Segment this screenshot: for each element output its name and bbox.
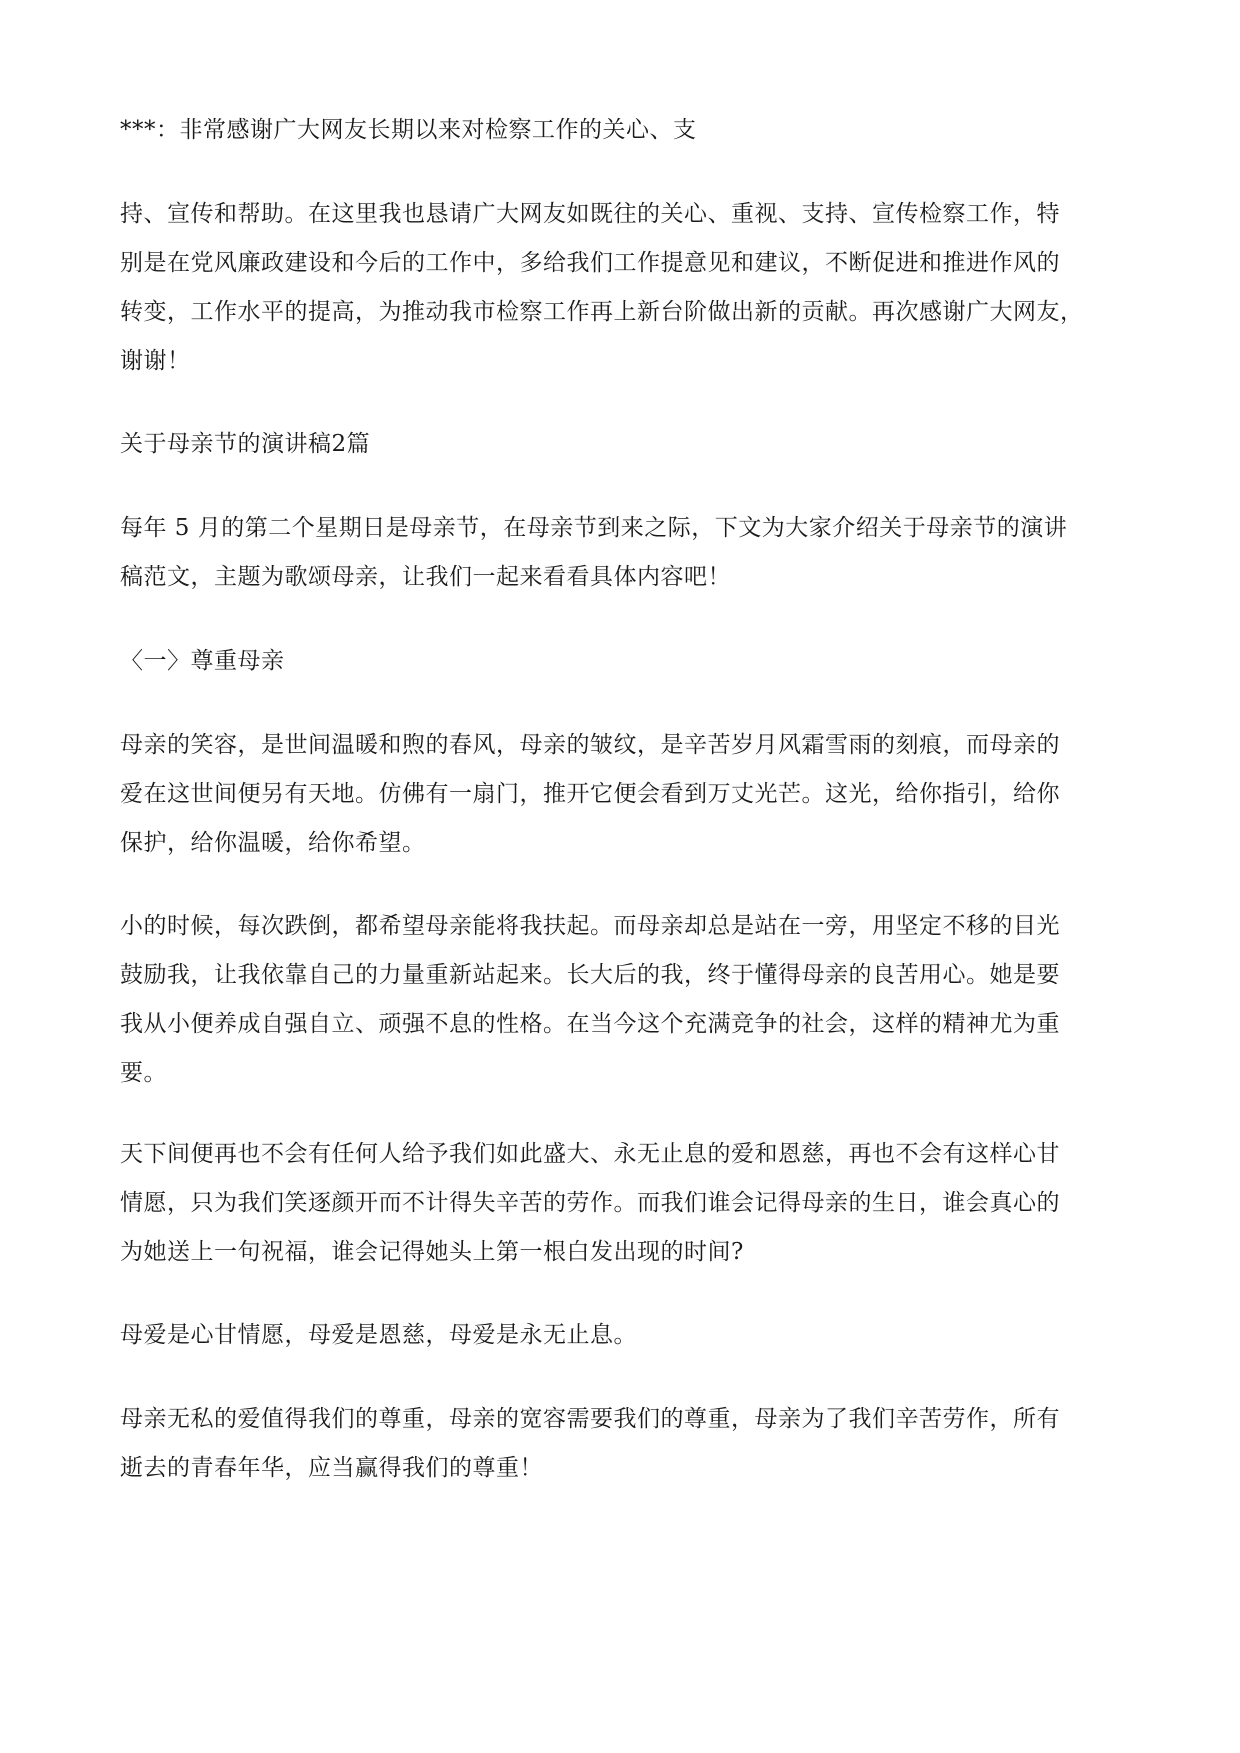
text-line: 关于母亲节的演讲稿2篇 [120,431,371,457]
text-line: 持、宣传和帮助。在这里我也恳请广大网友如既往的关心、重视、支持、宣传检察工作，特 [120,201,1060,227]
paragraph-no-one-else [120,1130,1124,1277]
text-line: 母亲无私的爱值得我们的尊重，母亲的宽容需要我们的尊重，母亲为了我们辛苦劳作，所有 [120,1406,1060,1432]
text-line: 每年 5 月的第二个星期日是母亲节，在母亲节到来之际，下文为大家介绍关于母亲节的演讲 [120,515,1068,541]
article-title [120,420,1124,469]
text-line: 爱在这世间便另有天地。仿佛有一扇门，推开它便会看到万丈光芒。这光，给你指引，给你 [120,781,1060,807]
paragraph-mother-smile [120,721,1124,868]
text-line: 稿范文，主题为歌颂母亲，让我们一起来看看具体内容吧！ [120,564,731,590]
paragraph-respect [120,1395,1124,1493]
paragraph-thanks-body [120,190,1124,386]
paragraph-article-intro [120,504,1124,602]
paragraph-thanks-intro [120,106,1124,155]
text-line: ***：非常感谢广大网友长期以来对检察工作的关心、支 [120,117,697,143]
text-line: 〈一〉尊重母亲 [120,648,285,674]
text-line: 天下间便再也不会有任何人给予我们如此盛大、永无止息的爱和恩慈，再也不会有这样心甘 [120,1141,1060,1167]
text-line: 保护，给你温暖，给你希望。 [120,830,426,856]
text-line: 母爱是心甘情愿，母爱是恩慈，母爱是永无止息。 [120,1322,637,1348]
text-line: 转变，工作水平的提高，为推动我市检察工作再上新台阶做出新的贡献。再次感谢广大网友， [120,299,1084,325]
text-line: 情愿，只为我们笑逐颜开而不计得失辛苦的劳作。而我们谁会记得母亲的生日，谁会真心的 [120,1190,1060,1216]
paragraph-childhood [120,902,1124,1098]
text-line: 我从小便养成自强自立、顽强不息的性格。在当今这个充满竞争的社会，这样的精神尤为重 [120,1011,1060,1037]
text-line: 要。 [120,1060,167,1086]
text-line: 母亲的笑容，是世间温暖和煦的春风，母亲的皱纹，是辛苦岁月风霜雪雨的刻痕，而母亲的 [120,732,1060,758]
text-line: 小的时候，每次跌倒，都希望母亲能将我扶起。而母亲却总是站在一旁，用坚定不移的目光 [120,913,1060,939]
section-heading [120,637,1124,686]
text-line: 为她送上一句祝福，谁会记得她头上第一根白发出现的时间? [120,1239,744,1265]
text-line: 谢谢！ [120,348,191,374]
paragraph-mother-love-is [120,1311,1124,1360]
text-line: 鼓励我，让我依靠自己的力量重新站起来。长大后的我，终于懂得母亲的良苦用心。她是要 [120,962,1060,988]
text-line: 逝去的青春年华，应当赢得我们的尊重！ [120,1455,543,1481]
text-line: 别是在党风廉政建设和今后的工作中，多给我们工作提意见和建议，不断促进和推进作风的 [120,250,1060,276]
